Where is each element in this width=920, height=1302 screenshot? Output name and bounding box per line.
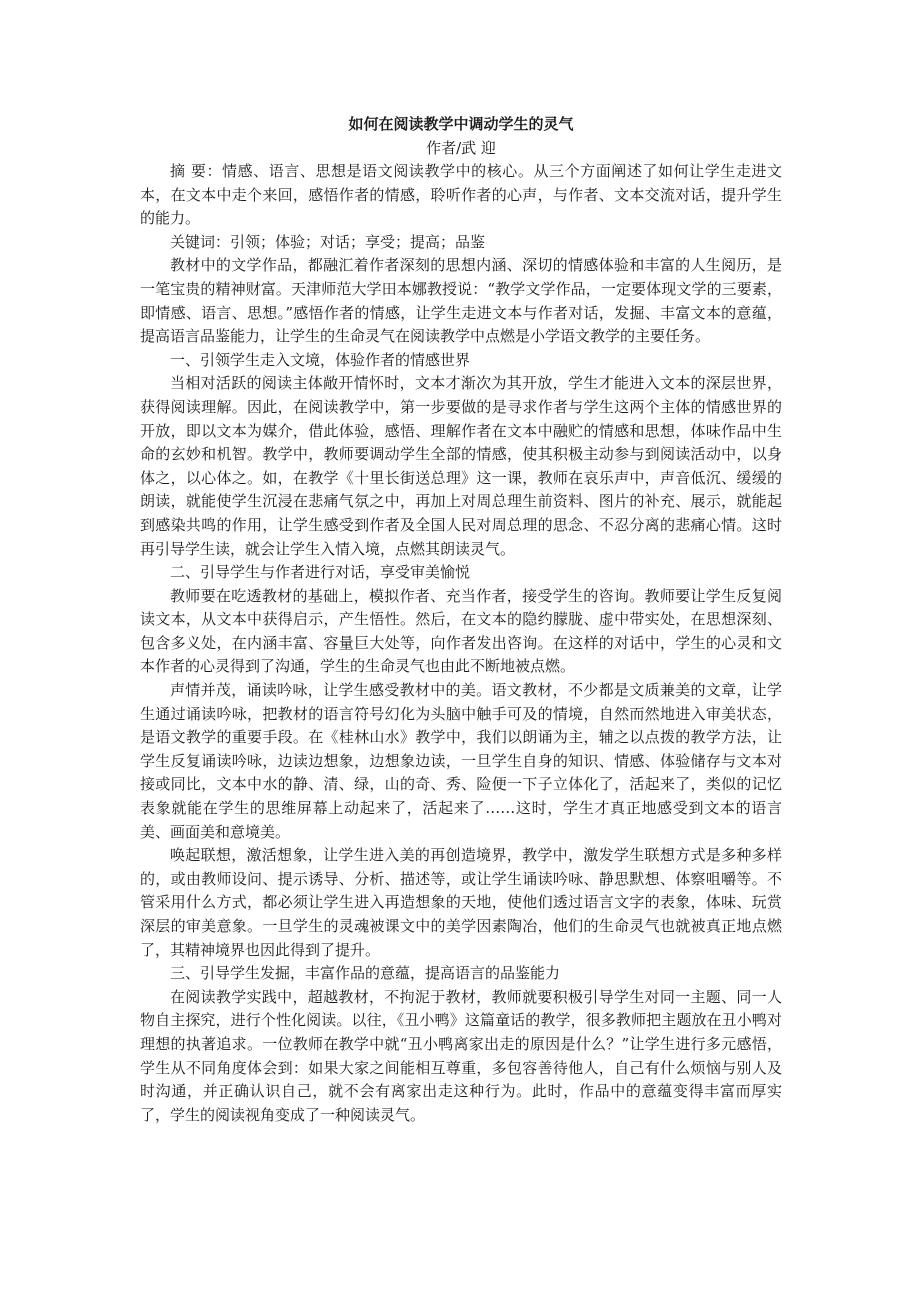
document-title: 如何在阅读教学中调动学生的灵气	[348, 115, 574, 133]
body-paragraph: 唤起联想，激活想象，让学生进入美的再创造境界，教学中，激发学生联想方式是多种多样的，或由教师设问、提示诱导、分析、描述等，或让学生诵读吟咏、静思默想、体察咀嚼等。不管采用什么方式，都必须让学生进入再造想象的天地，使他们透过语言文字的表象，体味、玩赏深层的审美意象。一旦学生的灵魂被课文中的美学因素陶冶，他们的生命灵气也就被真正地点燃了，其精神境界也因此得到了提升。	[140, 846, 782, 959]
body-paragraph: 教师要在吃透教材的基础上，模拟作者、充当作者，接受学生的咨询。教师要让学生反复阅读文本，从文本中获得启示，产生悟性。然后，在文本的隐约朦胧、虚中带实处，在思想深刻、包含多义处，在内涵丰富、容量巨大处等，向作者发出咨询。在这样的对话中，学生的心灵和文本作者的心灵得到了沟通，学生的生命灵气也由此不断地被点燃。	[140, 586, 782, 676]
keywords-paragraph: 关键词：引领；体验；对话；享受；提高；品鉴	[170, 232, 486, 251]
body-paragraph: 教材中的文学作品，都融汇着作者深刻的思想内涵、深切的情感体验和丰富的人生阅历，是一笔宝贵的精神财富。天津师范大学田本娜教授说：“教学文学作品，一定要体现文学的三要素，即情感、语言、思想。”感悟作者的情感，让学生走进文本与作者对话，发掘、丰富文本的意蕴，提高语言品鉴能力，让学生的生命灵气在阅读教学中点燃是小学语文教学的主要任务。	[140, 256, 782, 346]
body-paragraph: 在阅读教学实践中，超越教材，不拘泥于教材，教师就要积极引导学生对同一主题、同一人物自主探究，进行个性化阅读。以往，《丑小鸭》这篇童话的教学，很多教师把主题放在丑小鸭对理想的执著追求。一位教师在教学中就“丑小鸭离家出走的原因是什么？”让学生进行多元感悟，学生从不同角度体会到：如果大家之间能相互尊重，多包容善待他人，自己有什么烦恼与别人及时沟通，并正确认识自己，就不会有离家出走这种行为。此时，作品中的意蕴变得丰富而厚实了，学生的阅读视角变成了一种阅读灵气。	[140, 987, 782, 1124]
section-heading: 三、引导学生发掘，丰富作品的意蕴，提高语言的品鉴能力	[170, 964, 561, 983]
abstract-paragraph: 摘 要：情感、语言、思想是语文阅读教学中的核心。从三个方面阐述了如何让学生走进文本，在文本中走个来回，感悟作者的情感，聆听作者的心声，与作者、文本交流对话，提升学生的能力。	[140, 162, 782, 228]
body-paragraph: 当相对活跃的阅读主体敞开情怀时，文本才渐次为其开放，学生才能进入文本的深层世界，获得阅读理解。因此，在阅读教学中，第一步要做的是寻求作者与学生这两个主体的情感世界的开放，即以文本为媒介，借此体验，感悟、理解作者在文本中融贮的情感和思想，体味作品中生命的玄妙和机智。教学中，教师要调动学生全部的情感，使其积极主动参与到阅读活动中，以身体之，以心体之。如，在教学《十里长街送总理》这一课，教师在哀乐声中，声音低沉、缓缓的朗读，就能使学生沉浸在悲痛气氛之中，再加上对周总理生前资料、图片的补充、展示，就能起到感染共鸣的作用，让学生感受到作者及全国人民对周总理的思念、不忍分离的悲痛心情。这时再引导学生读，就会让学生入情入境，点燃其朗读灵气。	[140, 374, 782, 558]
section-heading: 二、引导学生与作者进行对话，享受审美愉悦	[170, 563, 471, 582]
document-author: 作者/武 迎	[426, 139, 496, 157]
document-page	[140, 112, 782, 1127]
section-heading: 一、引领学生走入文境，体验作者的情感世界	[170, 350, 471, 369]
body-paragraph: 声情并茂，诵读吟咏，让学生感受教材中的美。语文教材，不少都是文质兼美的文章，让学生通过诵读吟咏，把教材的语言符号幻化为头脑中触手可及的情境，自然而然地进入审美状态，是语文教学的重要手段。在《桂林山水》教学中，我们以朗诵为主，辅之以点拨的教学方法，让学生反复诵读吟咏，边读边想象，边想象边读，一旦学生自身的知识、情感、体验储存与文本对接或同比，文本中水的静、清、绿，山的奇、秀、险便一下子立体化了，活起来了，类似的记忆表象就能在学生的思维屏幕上动起来了，活起来了……这时，学生才真正地感受到文本的语言美、画面美和意境美。	[140, 681, 782, 841]
